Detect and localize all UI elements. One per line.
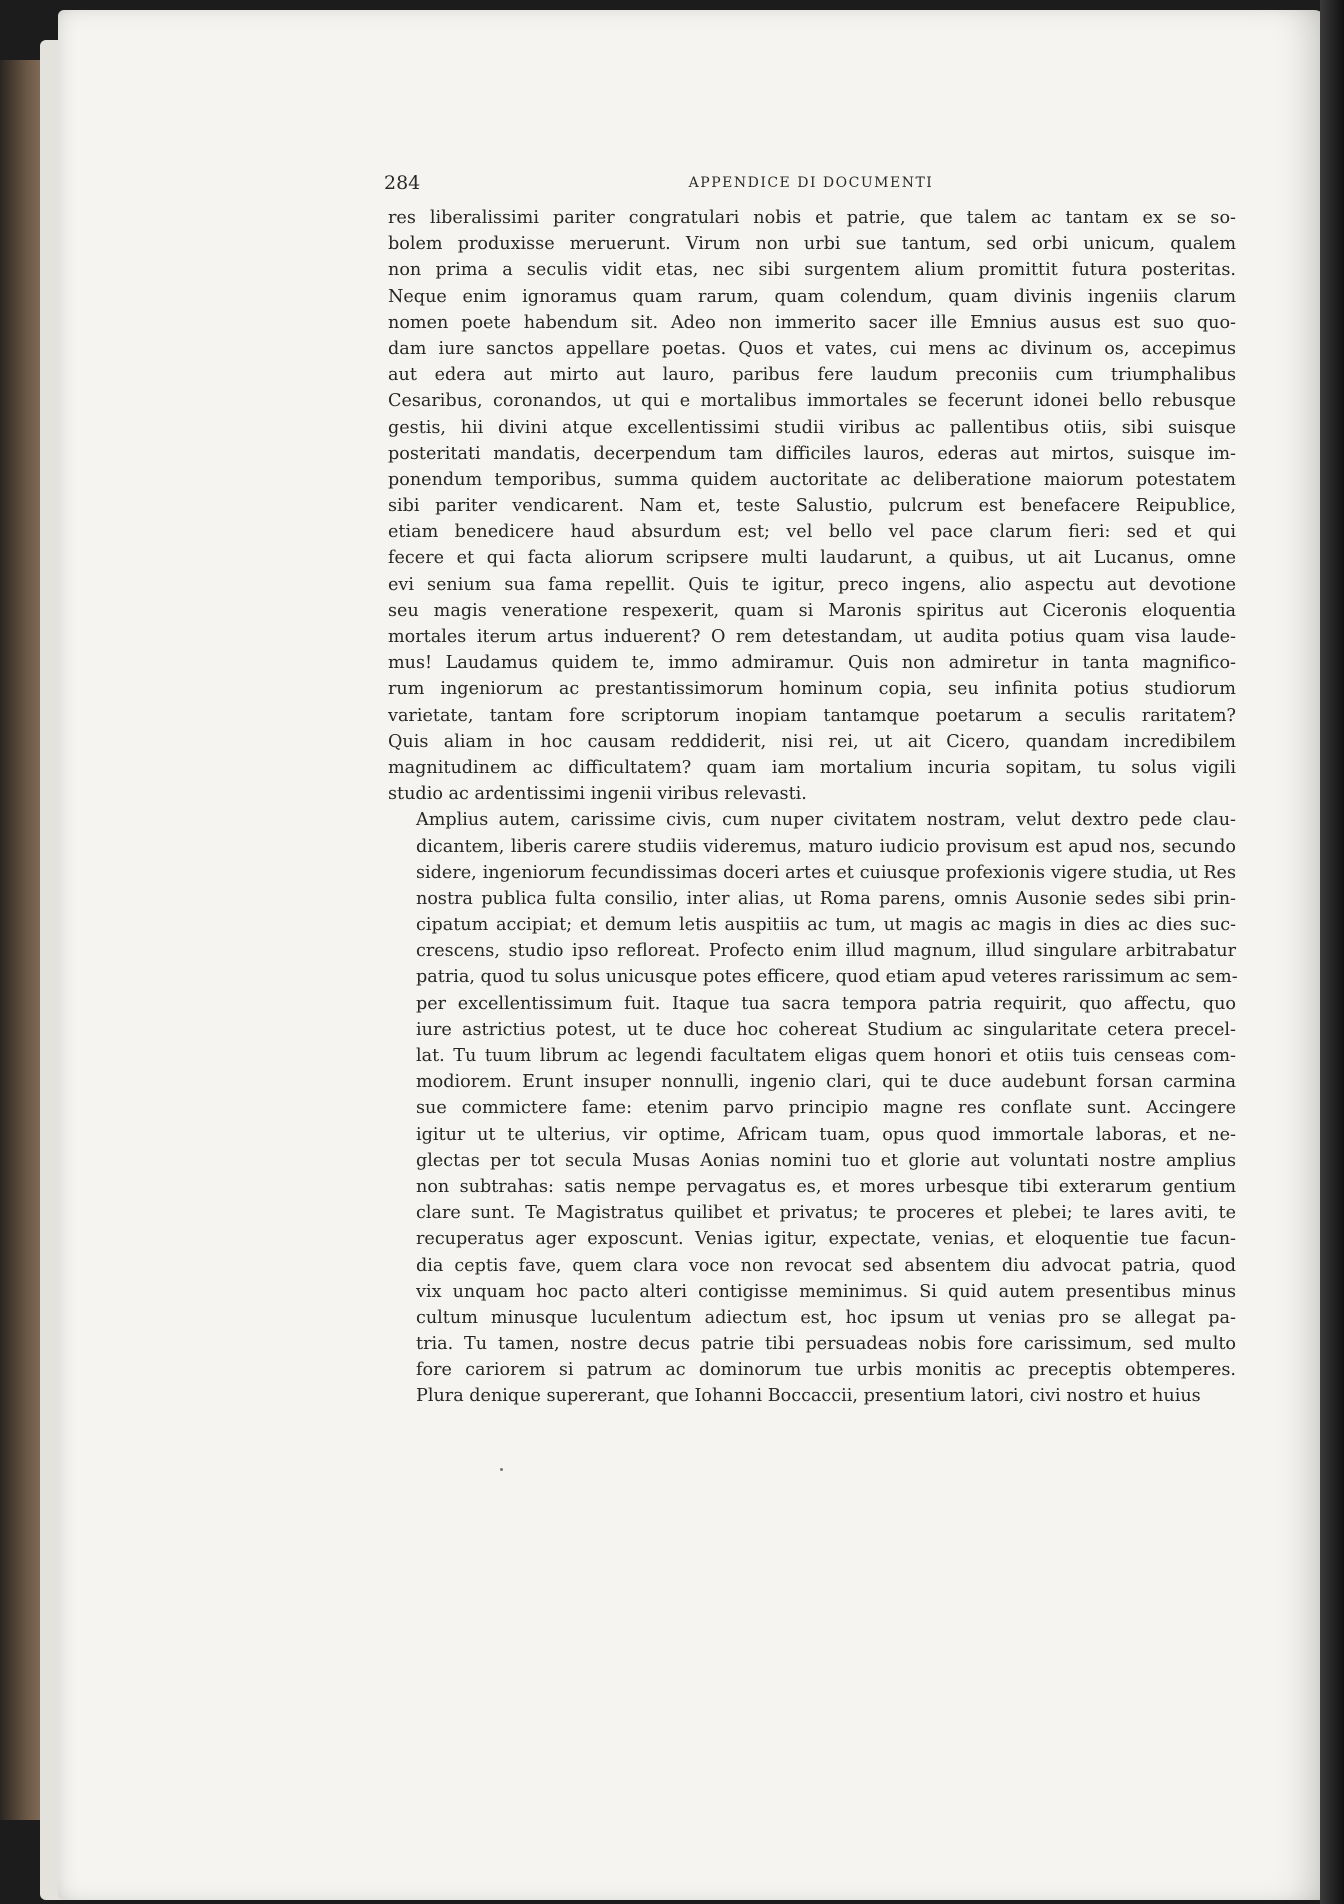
page-number: 284: [384, 172, 421, 194]
text-line: mortales iterum artus induerent? O rem detestandam, ut audita potius quam visa laude-: [388, 627, 1236, 647]
text-line: posteritati mandatis, decerpendum tam difficiles lauros, ederas aut mirtos, suisque im-: [388, 443, 1236, 464]
text-line: lat. Tu tuum librum ac legendi facultatem eligas quem honori et otiis tuis censeas com-: [416, 1046, 1236, 1066]
text-line: clare sunt. Te Magistratus quilibet et privatus; te proceres et plebei; te lares aviti, te: [416, 1203, 1236, 1224]
paragraph: [388, 807, 1236, 1409]
text-line: magnitudinem ac difficultatem? quam iam mortalium incuria sopitam, tu solus vigili: [388, 757, 1236, 778]
body-text: [388, 205, 1236, 1410]
text-line: modiorem. Erunt insuper nonnulli, ingenio clari, qui te duce audebunt forsan carmina: [416, 1072, 1236, 1093]
text-line: Amplius autem, carissime civis, cum nuper civitatem nostram, velut dextro pede clau-: [416, 810, 1236, 831]
text-line: cipatum accipiat; et demum letis auspitiis ac tum, ut magis ac magis in dies ac dies suc-: [416, 915, 1236, 936]
text-line: tria. Tu tamen, nostre decus patrie tibi persuadeas nobis fore carissimum, sed multo: [416, 1334, 1236, 1355]
running-header: [384, 172, 1238, 196]
text-line: varietate, tantam fore scriptorum inopiam tantamque poetarum a seculis raritatem?: [388, 705, 1236, 726]
text-line: evi senium sua fama repellit. Quis te igitur, preco ingens, alio aspectu aut devotione: [388, 574, 1236, 595]
text-line: seu magis veneratione respexerit, quam si Maronis spiritus aut Ciceronis eloquentia: [388, 600, 1236, 621]
text-line: rum ingeniorum ac prestantissimorum hominum copia, seu infinita potius studiorum: [388, 679, 1236, 700]
text-line: crescens, studio ipso refloreat. Profecto enim illud magnum, illud singulare arbitrabatur: [416, 941, 1236, 962]
text-line: recuperatus ager exposcunt. Venias igitur, expectate, venias, et eloquentie tue facun-: [416, 1229, 1236, 1250]
text-line: dia ceptis fave, quem clara voce non revocat sed absentem diu advocat patria, quod: [416, 1255, 1236, 1276]
text-line: bolem produxisse meruerunt. Virum non urbi sue tantum, sed orbi unicum, qualem: [388, 234, 1236, 255]
text-line: gestis, hii divini atque excellentissimi studii viribus ac pallentibus otiis, sibi suisque: [388, 417, 1236, 438]
running-title: APPENDICE DI DOCUMENTI: [688, 175, 934, 191]
text-line: res liberalissimi pariter congratulari nobis et patrie, que talem ac tantam ex se so-: [388, 208, 1236, 228]
text-line: non subtrahas: satis nempe pervagatus es, et mores urbesque tibi exterarum gentium: [416, 1176, 1236, 1197]
text-line: Quis aliam in hoc causam reddiderit, nisi rei, ut ait Cicero, quandam incredibilem: [388, 731, 1236, 752]
text-line: fecere et qui facta aliorum scripsere multi laudarunt, a quibus, ut ait Lucanus, omne: [388, 548, 1236, 569]
text-line: nomen poete habendum sit. Adeo non immerito sacer ille Emnius ausus est suo quo-: [388, 312, 1236, 333]
book-gutter-right: [1320, 0, 1344, 1904]
text-line: iure astrictius potest, ut te duce hoc cohereat Studium ac singularitate cetera precel-: [416, 1019, 1236, 1040]
text-line: ponendum temporibus, summa quidem auctoritate ac deliberatione maiorum potestatem: [388, 469, 1236, 490]
ink-speck: [500, 1468, 503, 1471]
text-line: aut edera aut mirto aut lauro, paribus fere laudum preconiis cum triumphalibus: [388, 365, 1236, 386]
text-line: vix unquam hoc pacto alteri contigisse meminimus. Si quid autem presentibus minus: [416, 1281, 1236, 1302]
text-line: cultum minusque luculentum adiectum est, hoc ipsum ut venias pro se allegat pa-: [416, 1307, 1236, 1328]
text-line: mus! Laudamus quidem te, immo admiramur. Quis non admiretur in tanta magnifico-: [388, 653, 1236, 674]
text-line: etiam benedicere haud absurdum est; vel bello vel pace clarum fieri: sed et qui: [388, 522, 1236, 543]
text-line: nostra publica fulta consilio, inter alias, ut Roma parens, omnis Ausonie sedes sibi prin-: [416, 888, 1236, 909]
text-line: Neque enim ignoramus quam rarum, quam colendum, quam divinis ingeniis clarum: [388, 286, 1236, 307]
text-line: sue commictere fame: etenim parvo principio magne res conflate sunt. Accingere: [416, 1098, 1236, 1119]
text-line: Cesaribus, coronandos, ut qui e mortalibus immortales se fecerunt idonei bello rebusque: [388, 391, 1236, 412]
text-line: igitur ut te ulterius, vir optime, Africam tuam, opus quod immortale laboras, et ne-: [416, 1124, 1236, 1145]
text-line: glectas per tot secula Musas Aonias nomini tuo et glorie aut voluntati nostre amplius: [416, 1150, 1236, 1171]
text-line: sibi pariter vendicarent. Nam et, teste Salustio, pulcrum est benefacere Reipublice,: [388, 496, 1236, 517]
text-line: sidere, ingeniorum fecundissimas doceri artes et cuiusque profexionis vigere studia, ut Res: [416, 862, 1236, 883]
text-line: non prima a seculis vidit etas, nec sibi surgentem alium promittit futura posteritas.: [388, 260, 1236, 281]
text-line: fore cariorem si patrum ac dominorum tue urbis monitis ac preceptis obtemperes.: [416, 1360, 1236, 1381]
text-line: per excellentissimum fuit. Itaque tua sacra tempora patria requirit, quo affectu, quo: [416, 993, 1236, 1014]
text-line: studio ac ardentissimi ingenii viribus relevasti.: [388, 784, 807, 805]
paragraph: [388, 205, 1236, 807]
text-line: dam iure sanctos appellare poetas. Quos et vates, cui mens ac divinum os, accepimus: [388, 338, 1236, 359]
text-line: dicantem, liberis carere studiis videremus, maturo iudicio provisum est apud nos, secundo: [416, 836, 1236, 857]
text-line: Plura denique supererant, que Iohanni Boccaccii, presentium latori, civi nostro et huius: [416, 1386, 1201, 1407]
text-line: patria, quod tu solus unicusque potes efficere, quod etiam apud veteres rarissimum ac sem-: [416, 967, 1238, 988]
